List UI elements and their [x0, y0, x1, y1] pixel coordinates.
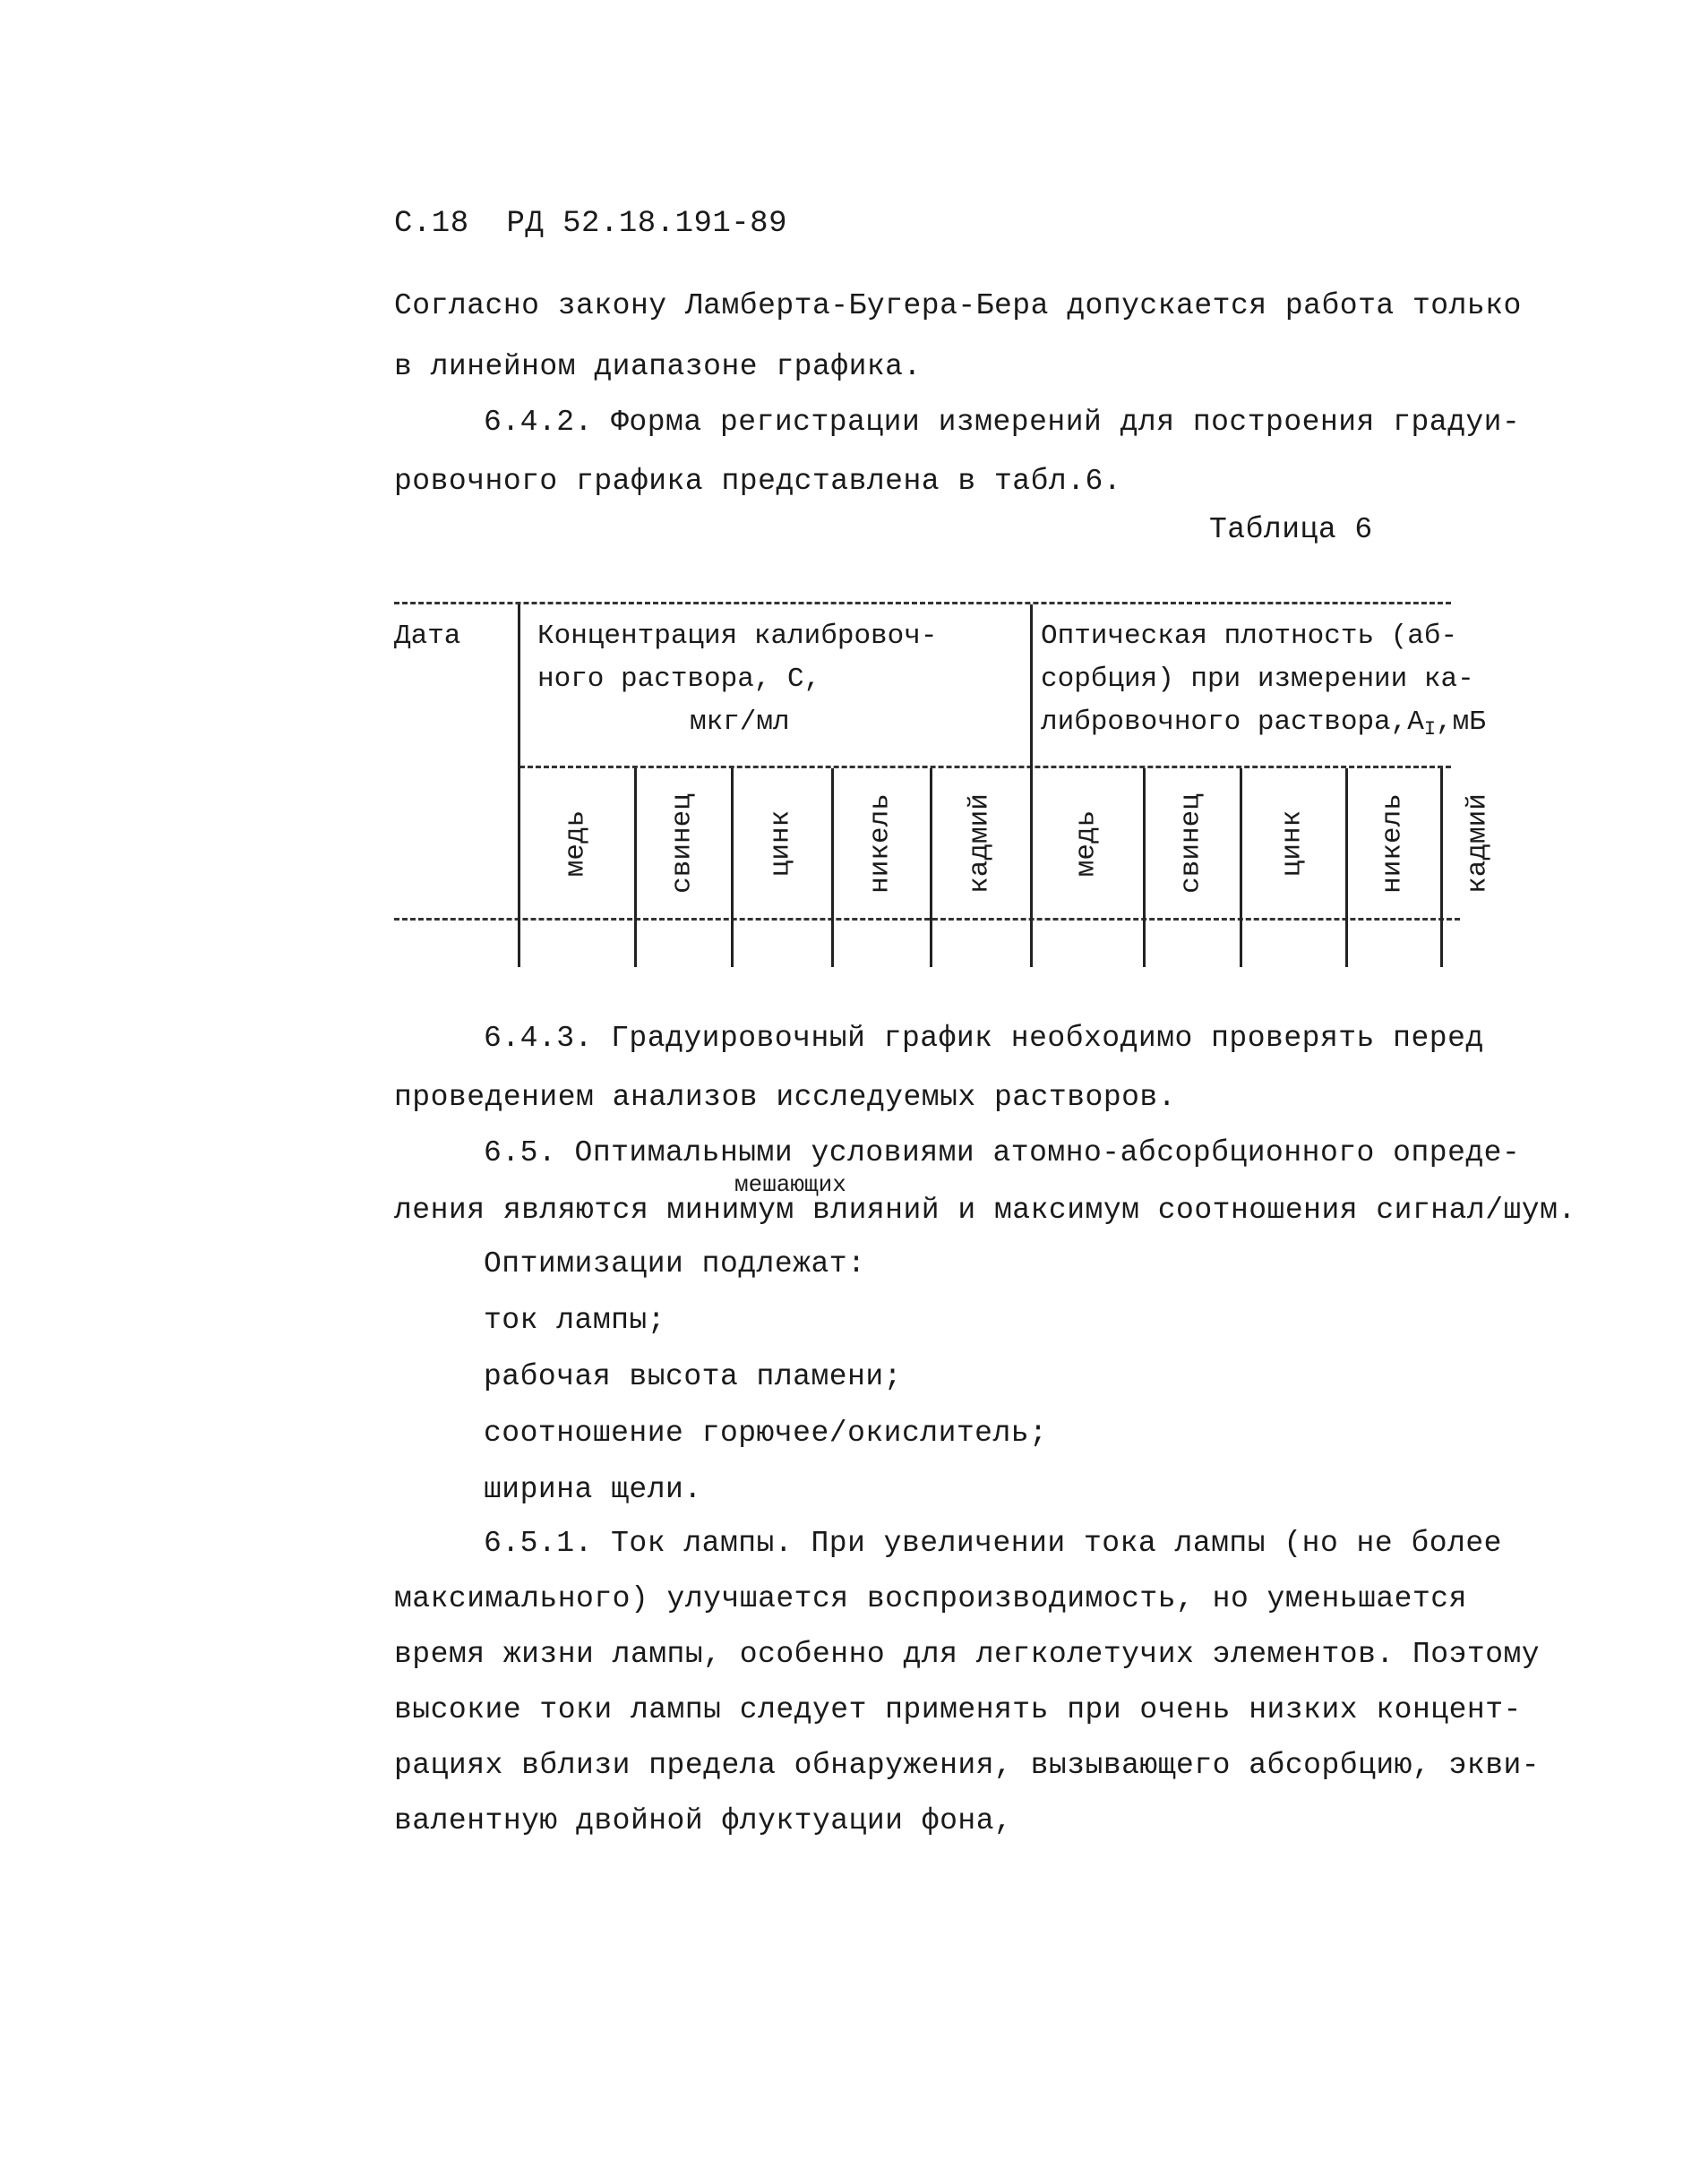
table-top-rule [394, 602, 1451, 604]
opt-header-line-3 [1041, 702, 1486, 750]
intro-line-2: в линейном диапазоне графика. [394, 350, 922, 383]
opt-col-zinc: цинк [1276, 809, 1309, 878]
p643-line-2: проведением анализов исследуемых растворов. [394, 1081, 1177, 1114]
p65-handwritten-insert: мешающих [734, 1171, 846, 1198]
divider-conc-2 [731, 768, 734, 967]
opt-header-line-2: сорбция) при измерении ка- [1041, 664, 1474, 695]
opt-col-cadmium: кадмий [1462, 793, 1494, 894]
header-date: Дата [394, 621, 461, 652]
page-number: С.18 [394, 207, 469, 241]
conc-col-nickel: никель [864, 793, 897, 894]
p651-line-5: рациях вблизи предела обнаружения, вызывающего абсорбцию, экви- [394, 1749, 1541, 1782]
p642-line-2: ровочного графика представлена в табл.6. [394, 465, 1122, 498]
intro-line-1: Согласно закону Ламберта-Бугера-Бера допускается работа только [394, 289, 1522, 322]
opt-col-lead: свинец [1175, 793, 1207, 894]
divider-opt-2 [1240, 768, 1242, 967]
divider-conc-1 [634, 768, 637, 967]
conc-header-line-3: мкг/мл [690, 707, 790, 738]
optim-item-1: ток лампы; [484, 1304, 666, 1337]
p642-line-1: 6.4.2. Форма регистрации измерений для построения градуи- [484, 406, 1521, 439]
table-bottom-rule [394, 918, 1460, 921]
p651-line-2: максимального) улучшается воспроизводимость, но уменьшается [394, 1582, 1467, 1615]
divider-opt-4 [1440, 768, 1443, 967]
divider-conc-3 [831, 768, 834, 967]
optim-item-4: ширина щели. [484, 1473, 702, 1506]
p651-line-4: высокие токи лампы следует применять при очень низких концент- [394, 1693, 1522, 1726]
opt-header-unit: ,мБ [1436, 707, 1486, 738]
p643-line-1: 6.4.3. Градуировочный график необходимо проверять перед [484, 1022, 1484, 1055]
opt-col-nickel: никель [1377, 793, 1409, 894]
p65-line-1: 6.5. Оптимальными условиями атомно-абсорбционного опреде- [484, 1136, 1521, 1169]
conc-col-copper: медь [560, 809, 592, 878]
p65-line-2: ления являются минимум влияний и максимум соотношения сигнал/шум. [394, 1194, 1576, 1227]
p651-line-3: время жизни лампы, особенно для легколетучих элементов. Поэтому [394, 1638, 1541, 1671]
conc-col-lead: свинец [666, 793, 699, 894]
conc-header-line-2: ного раствора, С, [537, 664, 821, 695]
divider-opt-3 [1345, 768, 1348, 967]
opt-header-line-1: Оптическая плотность (аб- [1041, 621, 1458, 652]
divider-date [518, 604, 520, 967]
table-mid-rule [519, 766, 1451, 768]
opt-header-text: либровочного раствора,А [1041, 707, 1424, 738]
opt-col-copper: медь [1070, 809, 1103, 878]
conc-col-zinc: цинк [765, 809, 797, 878]
divider-opt-1 [1143, 768, 1146, 967]
divider-conc-4 [930, 768, 932, 967]
conc-col-cadmium: кадмий [964, 793, 996, 894]
conc-header-line-1: Концентрация калибровоч- [537, 621, 938, 652]
optim-item-2: рабочая высота пламени; [484, 1360, 902, 1393]
page-header [394, 206, 787, 242]
opt-header-subscript: I [1423, 718, 1437, 741]
table-6 [394, 591, 1514, 967]
optim-item-3: соотношение горючее/окислитель; [484, 1417, 1048, 1450]
p651-line-6: валентную двойной флуктуации фона, [394, 1804, 1013, 1837]
optim-intro: Оптимизации подлежат: [484, 1247, 866, 1280]
p651-line-1: 6.5.1. Ток лампы. При увеличении тока лампы (но не более [484, 1527, 1502, 1560]
divider-conc-opt [1030, 604, 1033, 967]
table-caption: Таблица 6 [1209, 513, 1373, 546]
document-code: РД 52.18.191-89 [506, 207, 787, 241]
